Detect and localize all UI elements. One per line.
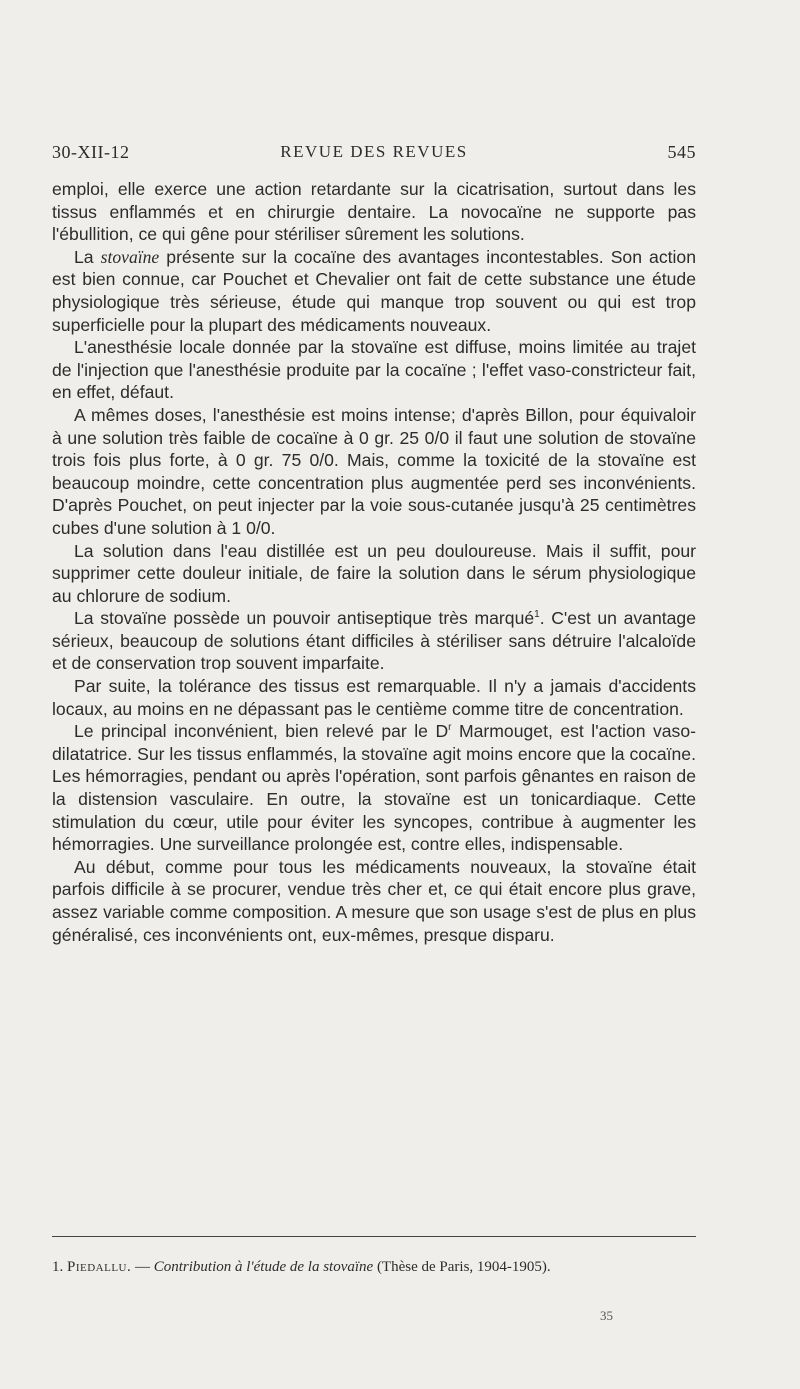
paragraph-8-rest: Marmouget, est l'action vaso-dilatatrice. Sur les tissus enflammés, la stovaïne agit moins encore que la cocaïne. Les hémorragies, pendant ou après l'opération, sont parfois gênantes en raison de la distension vasculaire. En outre, la stovaïne est un tonicardiaque. Cette stimulation du cœur, utile pour éviter les syncopes, contribue à augmenter les hémorragies. Une surveillance prolongée est, contre elles, indispensable.	[52, 721, 697, 855]
paragraph-9: Au début, comme pour tous les médicaments nouveaux, la stovaïne était parfois difficile à se procurer, vendue très cher et, ce qui était encore plus grave, assez variable comme composition. A mesure que son usage s'est de plus en plus généralisé, ces inconvénients ont, eux-mêmes, presque disparu.	[52, 856, 696, 945]
main-text	[52, 178, 696, 946]
paragraph-6-start: La stovaïne possède un pouvoir antiseptique très marqué	[74, 608, 535, 629]
paragraph-6	[52, 607, 696, 675]
page-number: 545	[667, 142, 696, 162]
footnote-rest: (Thèse de Paris, 1904-1905).	[373, 1259, 551, 1275]
paragraph-2-start: La	[74, 246, 101, 267]
footnote-reference: 1	[534, 609, 540, 621]
running-header	[52, 142, 696, 170]
footnote-number: 1.	[52, 1259, 64, 1275]
signature-mark: 35	[600, 1308, 613, 1323]
paragraph-8	[52, 720, 696, 856]
footnote-title: Contribution à l'étude de la stovaïne	[153, 1259, 374, 1275]
footnote-dash: —	[131, 1259, 154, 1275]
footnote	[52, 1256, 696, 1278]
paragraph-1: emploi, elle exerce une action retardante sur la cicatrisation, surtout dans les tissus enflammés et en chirurgie dentaire. La novocaïne ne supporte pas l'ébullition, ce qui gêne pour stériliser sûrement les solutions.	[52, 179, 696, 245]
paragraph-2	[52, 246, 696, 336]
header-title: REVUE DES REVUES	[280, 142, 468, 161]
paragraph-5: La solution dans l'eau distillée est un peu douloureuse. Mais il suffit, pour supprimer cette douleur initiale, de faire la solution dans le sérum physiologique au chlorure de sodium.	[52, 540, 696, 606]
paragraph-2-rest: présente sur la cocaïne des avantages incontestables. Son action est bien connue, car Pouchet et Chevalier ont fait de cette substance une étude physiologique très sérieuse, étude qui manque trop souvent ou qui est trop superficielle pour la plupart des médicaments nouveaux.	[52, 246, 696, 335]
paragraph-7: Par suite, la tolérance des tissus est remarquable. Il n'y a jamais d'accidents locaux, au moins en ne dépassant pas le centième comme titre de concentration.	[52, 676, 696, 719]
footnote-author: Piedallu.	[67, 1259, 132, 1275]
footnote-divider	[52, 1236, 696, 1237]
paragraph-8-start: Le principal inconvénient, bien relevé par le D	[74, 721, 449, 742]
paragraph-4: A mêmes doses, l'anesthésie est moins intense; d'après Billon, pour équivaloir à une solution très faible de cocaïne à 0 gr. 25 0/0 il faut une solution de stovaïne trois fois plus forte, à 0 gr. 75 0/0. Mais, comme la toxicité de la stovaïne est beaucoup moindre, cette concentration plus augmentée perd ses inconvénients. D'après Pouchet, on peut injecter par la voie sous-cutanée jusqu'à 25 centimètres cubes d'une solution à 1 0/0.	[52, 404, 696, 538]
paragraph-6-rest: . C'est un avantage sérieux, beaucoup de solutions étant difficiles à stériliser sans détruire l'alcaloïde et de conservation trop souvent imparfaite.	[52, 608, 696, 674]
paragraph-2-italic: stovaïne	[100, 246, 160, 267]
doctor-abbrev-sup: r	[448, 722, 452, 734]
header-date: 30-XII-12	[52, 142, 130, 162]
paragraph-3: L'anesthésie locale donnée par la stovaïne est diffuse, moins limitée au trajet de l'injection que l'anesthésie produite par la cocaïne ; l'effet vaso-constricteur fait, en effet, défaut.	[52, 337, 696, 403]
